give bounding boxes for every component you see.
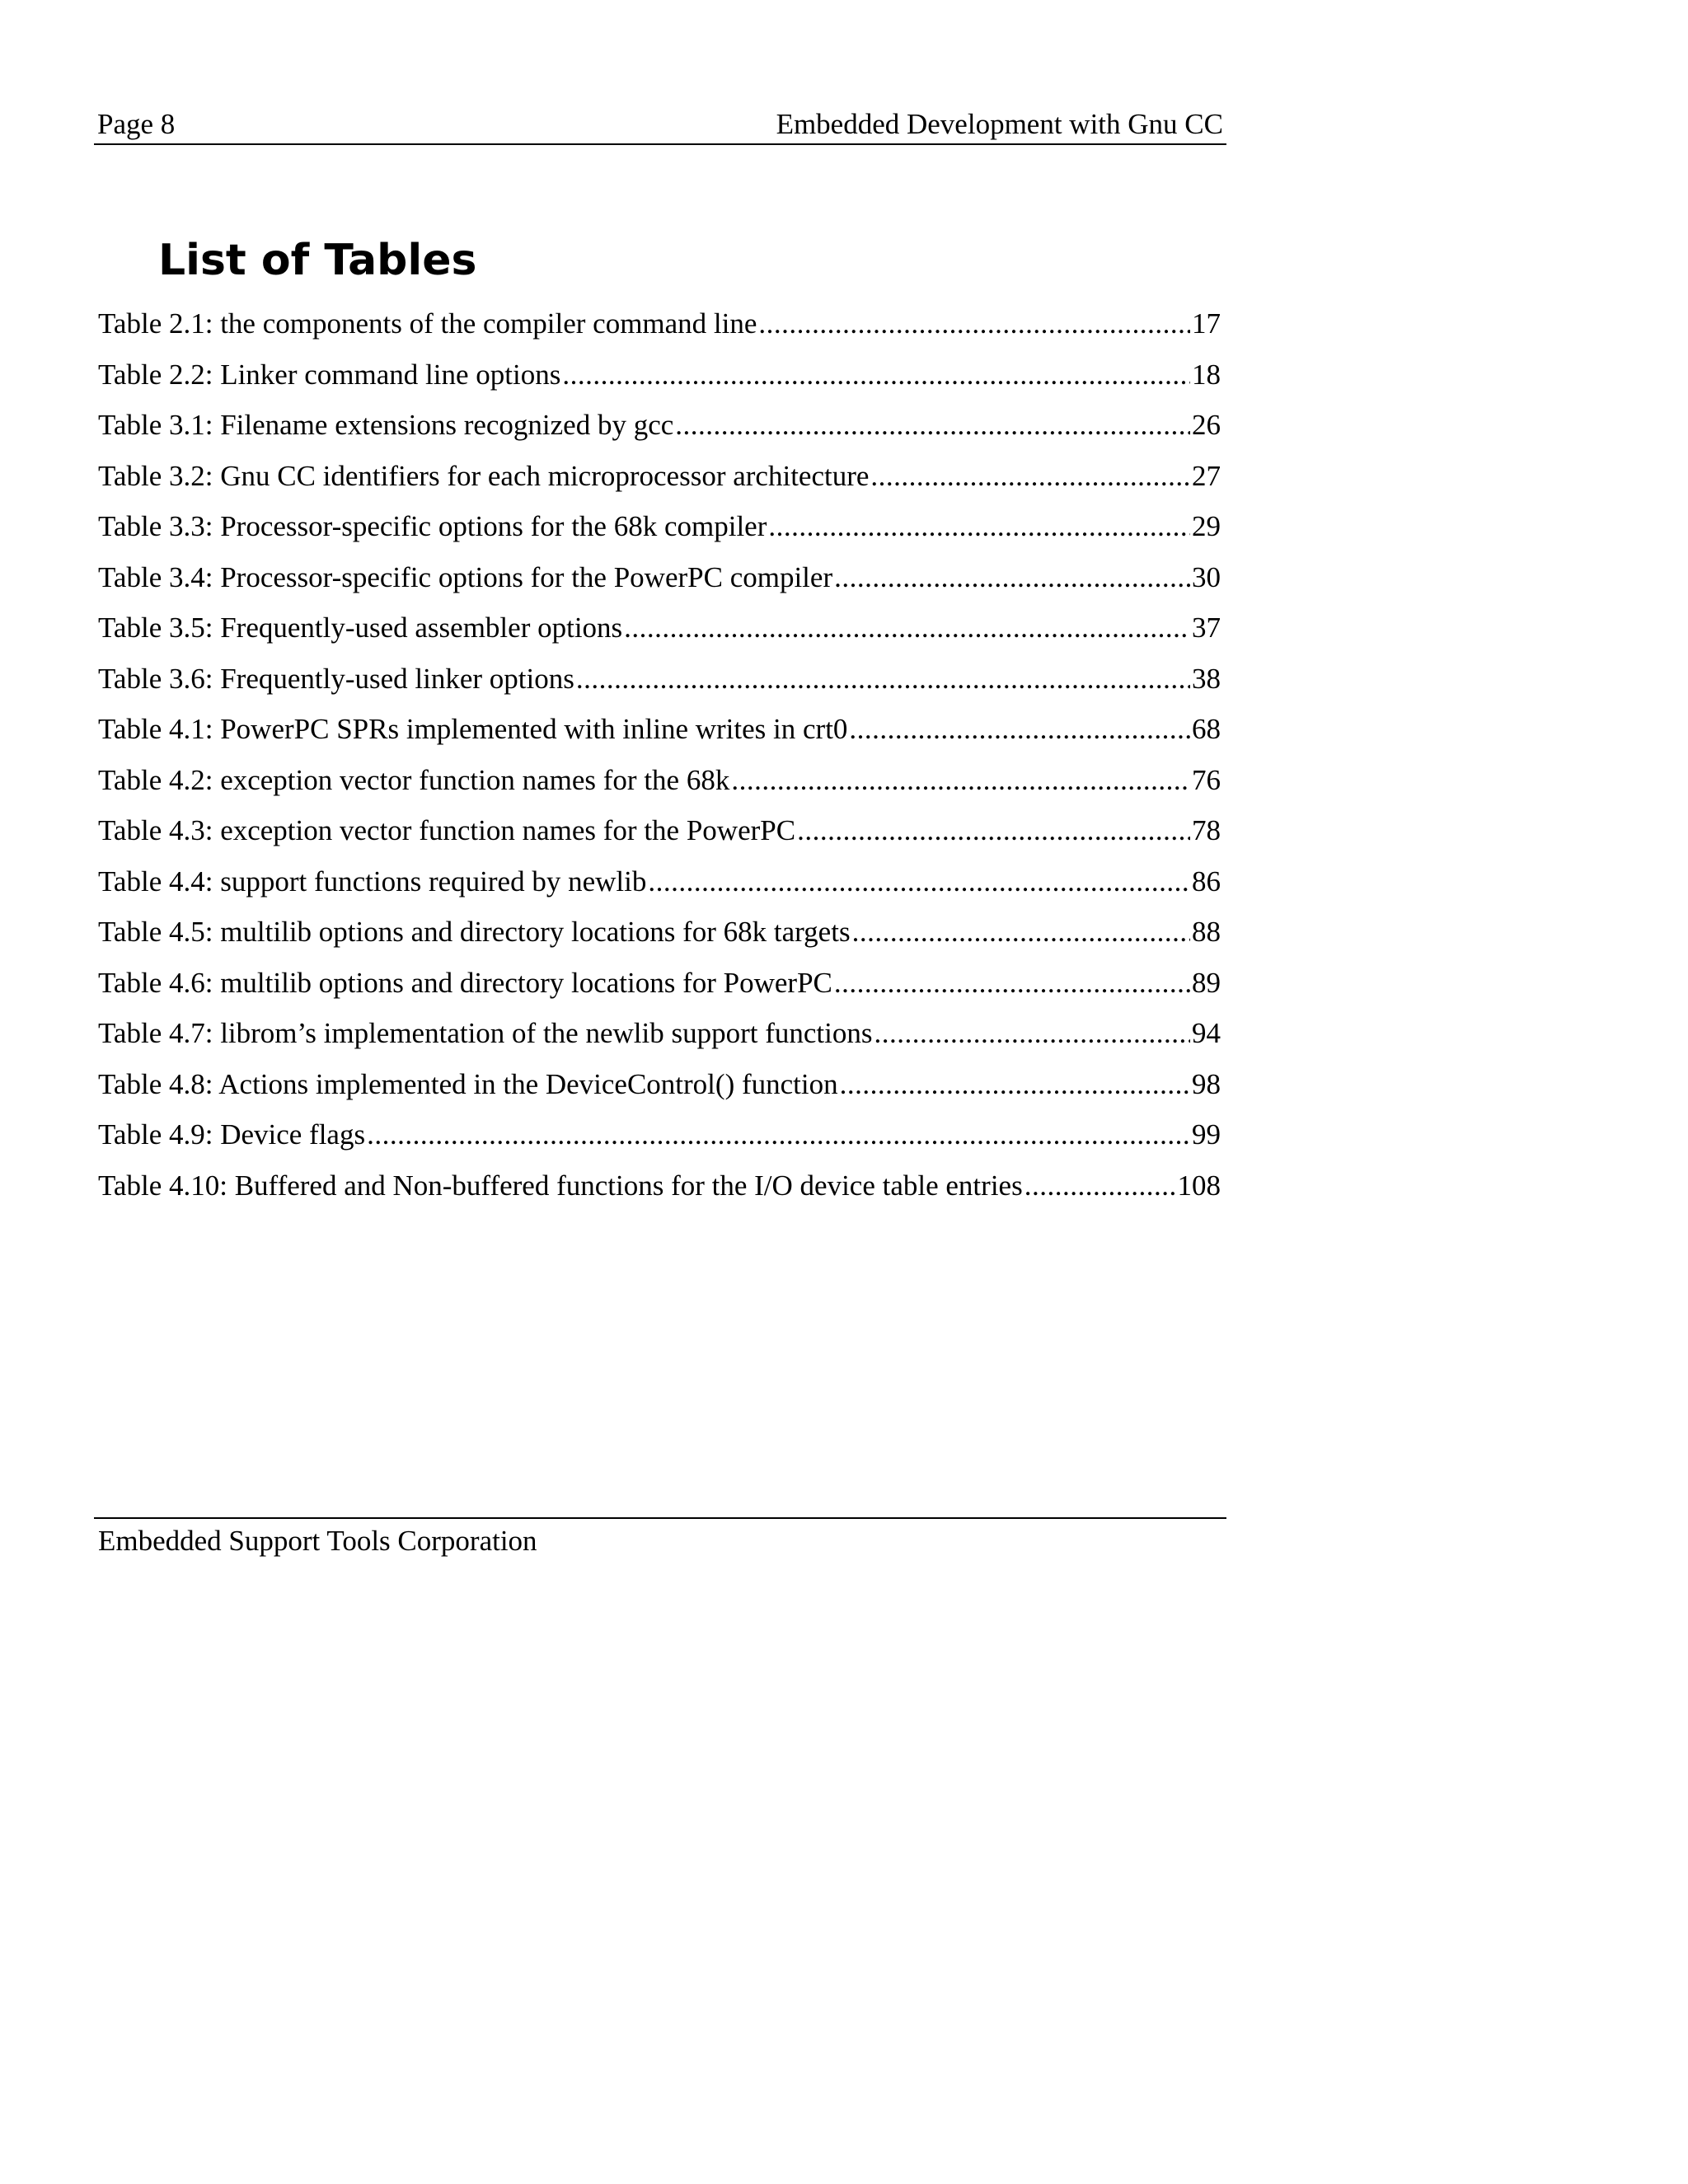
page-header (94, 105, 1226, 143)
toc-entry-label: Table 4.4: support functions required by newlib (98, 865, 647, 898)
toc-entry[interactable] (98, 609, 1221, 660)
toc-entry-page: 26 (1192, 409, 1221, 441)
toc-entry-label: Table 3.4: Processor-specific options for the PowerPC compiler (98, 560, 833, 593)
toc-entry[interactable] (98, 762, 1221, 813)
dot-leader (576, 660, 1190, 698)
dot-leader (797, 812, 1190, 850)
dot-leader (1025, 1167, 1176, 1205)
toc-entry-label: Table 4.3: exception vector function names for the PowerPC (98, 814, 796, 846)
toc-entry-label: Table 4.5: multilib options and directory locations for 68k targets (98, 916, 851, 948)
toc-entry[interactable] (98, 710, 1221, 762)
toc-entry[interactable] (98, 1066, 1221, 1117)
toc-entry[interactable] (98, 406, 1221, 457)
toc-entry-page: 37 (1192, 612, 1221, 644)
dot-leader (648, 863, 1190, 901)
toc-entry[interactable] (98, 457, 1221, 509)
dot-leader (562, 356, 1190, 394)
toc-entry-label: Table 4.10: Buffered and Non-buffered functions for the I/O device table entries (98, 1169, 1023, 1202)
toc-entry[interactable] (98, 1116, 1221, 1167)
toc-entry-page: 86 (1192, 865, 1221, 898)
toc-entry-page: 99 (1192, 1118, 1221, 1151)
toc-entry-page: 29 (1192, 510, 1221, 542)
toc-entry[interactable] (98, 660, 1221, 711)
toc-entry-label: Table 4.9: Device flags (98, 1118, 366, 1151)
dot-leader (834, 964, 1190, 1002)
section-heading: List of Tables (158, 236, 477, 285)
toc-entry-label: Table 4.2: exception vector function names for the 68k (98, 763, 730, 796)
dot-leader (834, 559, 1190, 597)
toc-entry-label: Table 3.2: Gnu CC identifiers for each microprocessor architecture (98, 459, 870, 492)
toc-entry[interactable] (98, 305, 1221, 356)
toc-entry-page: 30 (1192, 560, 1221, 593)
toc-entry-page: 78 (1192, 814, 1221, 846)
toc-entry-label: Table 3.6: Frequently-used linker options (98, 662, 574, 695)
toc-entry[interactable] (98, 559, 1221, 610)
dot-leader (874, 1015, 1190, 1052)
toc-entry-page: 89 (1192, 966, 1221, 999)
toc-entry-page: 38 (1192, 662, 1221, 695)
toc-entry-label: Table 3.3: Processor-specific options for the 68k compiler (98, 510, 767, 542)
toc-entry[interactable] (98, 964, 1221, 1015)
dot-leader (675, 406, 1190, 444)
dot-leader (840, 1066, 1190, 1104)
header-rule (94, 143, 1226, 145)
toc-entry[interactable] (98, 1015, 1221, 1066)
toc-entry-page: 18 (1192, 358, 1221, 391)
dot-leader (758, 305, 1190, 343)
toc-entry-label: Table 4.1: PowerPC SPRs implemented with inline writes in crt0 (98, 713, 848, 745)
footer-rule (94, 1517, 1226, 1519)
toc-entry[interactable] (98, 508, 1221, 559)
dot-leader (852, 913, 1190, 951)
toc-entry-label: Table 3.5: Frequently-used assembler options (98, 612, 623, 644)
toc-entry[interactable] (98, 1167, 1221, 1218)
footer-company: Embedded Support Tools Corporation (98, 1525, 537, 1557)
page-number: Page 8 (97, 108, 176, 140)
toc-entry[interactable] (98, 863, 1221, 914)
dot-leader (731, 762, 1190, 799)
toc-entry-page: 98 (1192, 1067, 1221, 1100)
dot-leader (870, 457, 1190, 495)
toc-entry-label: Table 3.1: Filename extensions recognized by gcc (98, 409, 674, 441)
toc-entry-label: Table 2.2: Linker command line options (98, 358, 561, 391)
toc-entry-page: 94 (1192, 1017, 1221, 1049)
toc-entry[interactable] (98, 812, 1221, 863)
toc-entry[interactable] (98, 356, 1221, 407)
toc-entry-page: 27 (1192, 459, 1221, 492)
dot-leader (768, 508, 1190, 546)
toc-entry-page: 76 (1192, 763, 1221, 796)
dot-leader (624, 609, 1190, 647)
document-title: Embedded Development with Gnu CC (776, 108, 1223, 140)
toc-entry-page: 108 (1177, 1169, 1221, 1202)
list-of-tables (98, 305, 1221, 1217)
toc-entry-label: Table 2.1: the components of the compiler command line (98, 307, 757, 340)
toc-entry-label: Table 4.8: Actions implemented in the DeviceControl() function (98, 1067, 838, 1100)
toc-entry-page: 68 (1192, 713, 1221, 745)
dot-leader (367, 1116, 1190, 1154)
toc-entry-label: Table 4.6: multilib options and directory locations for PowerPC (98, 966, 832, 999)
toc-entry-label: Table 4.7: librom’s implementation of the newlib support functions (98, 1017, 873, 1049)
toc-entry-page: 17 (1192, 307, 1221, 340)
dot-leader (849, 710, 1190, 748)
toc-entry[interactable] (98, 913, 1221, 964)
toc-entry-page: 88 (1192, 916, 1221, 948)
